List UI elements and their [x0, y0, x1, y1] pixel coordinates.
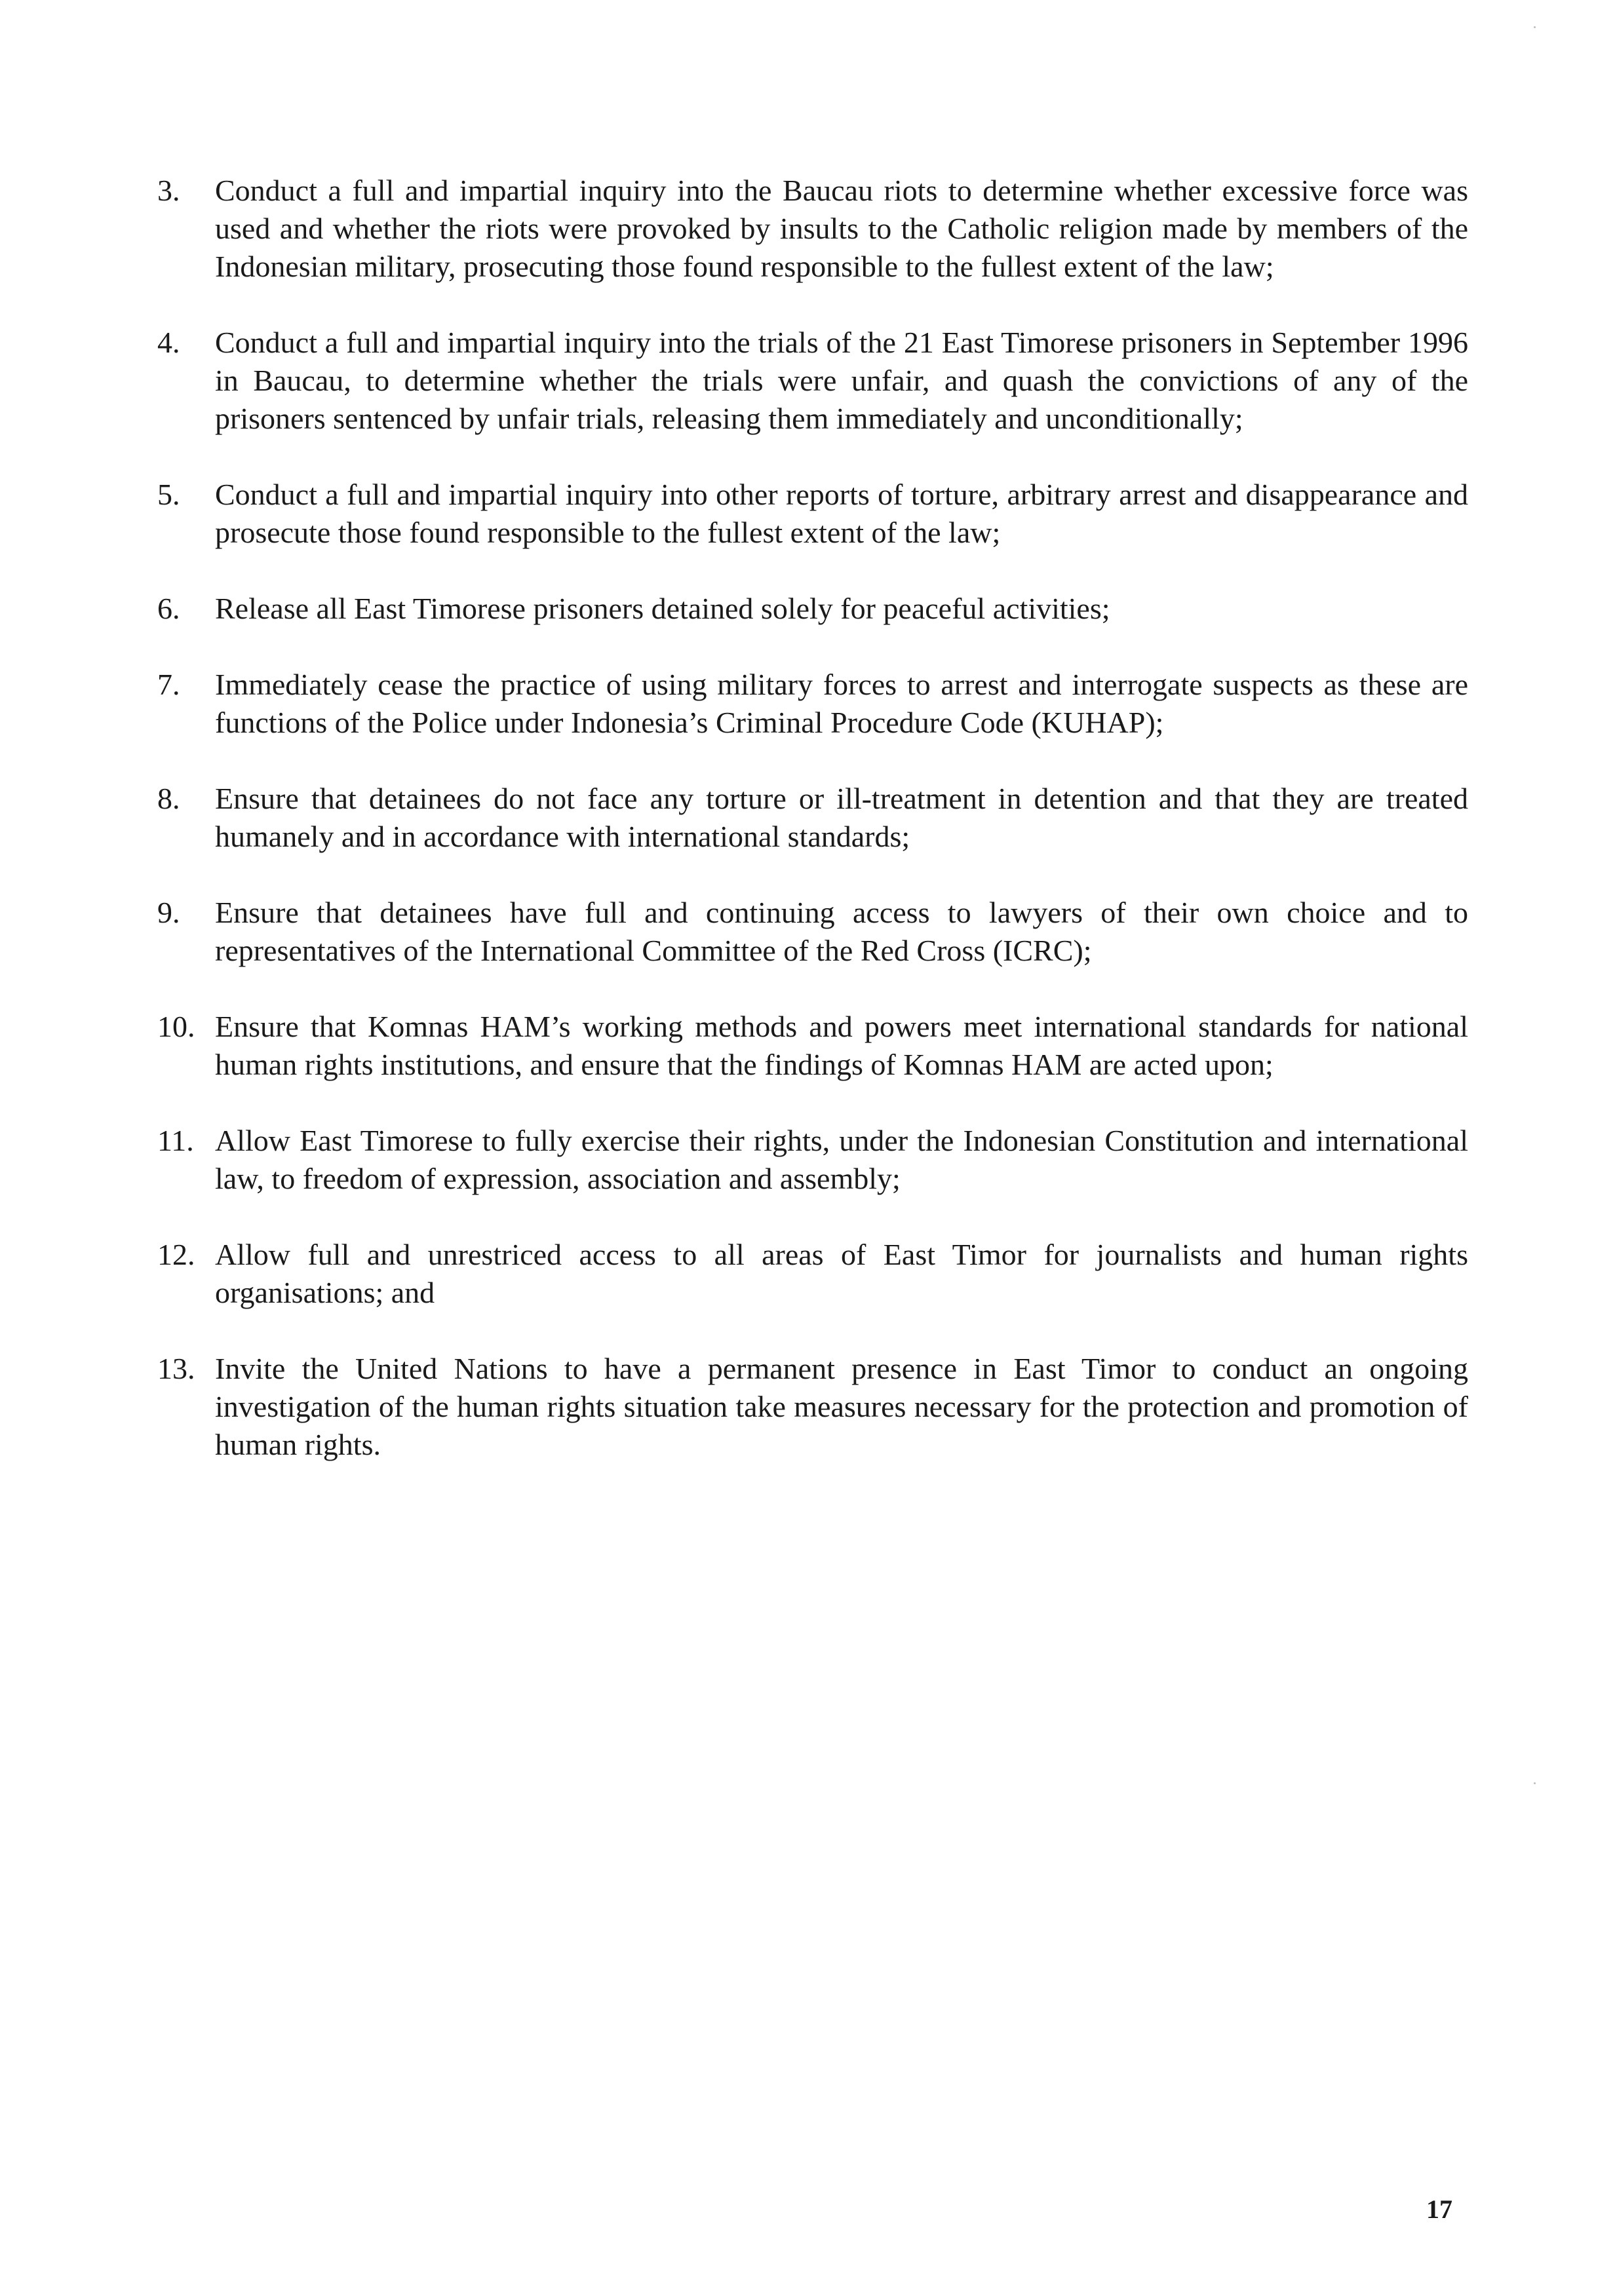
- recommendation-text: Invite the United Nations to have a permanent presence in East Timor to conduct an ongoing investigation of the human rights situation take measures necessary for the protection and promotion of human rights.: [215, 1352, 1468, 1461]
- recommendation-text: Release all East Timorese prisoners detained solely for peaceful activities;: [215, 592, 1110, 625]
- recommendation-text: Conduct a full and impartial inquiry into the Baucau riots to determine whether excessive force was used and whether the riots were provoked by insults to the Catholic religion made by members of the Indonesian military, prosecuting those found responsible to the fullest extent of the law;: [215, 174, 1468, 283]
- scan-speck: [1534, 26, 1536, 28]
- recommendation-text: Ensure that detainees do not face any torture or ill-treatment in detention and that they are treated humanely and in accordance with international standards;: [215, 782, 1468, 853]
- recommendation-number: 6.: [157, 592, 180, 625]
- recommendation-text: Ensure that detainees have full and continuing access to lawyers of their own choice and to representatives of the International Committee of the Red Cross (ICRC);: [215, 896, 1468, 967]
- recommendation-text: Conduct a full and impartial inquiry into other reports of torture, arbitrary arrest and disappearance and prosecute those found responsible to the fullest extent of the law;: [215, 478, 1468, 549]
- recommendation-text: Immediately cease the practice of using military forces to arrest and interrogate suspects as these are functions of the Police under Indonesia’s Criminal Procedure Code (KUHAP);: [215, 668, 1468, 739]
- recommendation-text: Conduct a full and impartial inquiry into the trials of the 21 East Timorese prisoners in September 1996 in Baucau, to determine whether the trials were unfair, and quash the convictions of any of the prisoners sentenced by unfair trials, releasing them immediately and unconditionally;: [215, 326, 1468, 435]
- recommendation-number: 11.: [157, 1124, 194, 1157]
- recommendation-item: [157, 590, 1468, 628]
- recommendation-item: [157, 476, 1468, 552]
- recommendations-list: [157, 172, 1468, 1502]
- recommendation-number: 13.: [157, 1352, 195, 1385]
- recommendation-text: Ensure that Komnas HAM’s working methods and powers meet international standards for national human rights institutions, and ensure that the findings of Komnas HAM are acted upon;: [215, 1010, 1468, 1081]
- recommendation-item: [157, 324, 1468, 438]
- recommendation-number: 3.: [157, 174, 180, 207]
- recommendation-number: 8.: [157, 782, 180, 815]
- recommendation-number: 5.: [157, 478, 180, 511]
- recommendation-text: Allow East Timorese to fully exercise their rights, under the Indonesian Constitution and international law, to freedom of expression, association and assembly;: [215, 1124, 1468, 1195]
- recommendation-number: 10.: [157, 1010, 195, 1043]
- page-number: 17: [1426, 2194, 1452, 2224]
- recommendation-number: 4.: [157, 326, 180, 359]
- recommendation-text: Allow full and unrestriced access to all areas of East Timor for journalists and human rights organisations; and: [215, 1238, 1468, 1309]
- recommendation-item: [157, 1122, 1468, 1198]
- recommendation-number: 7.: [157, 668, 180, 701]
- recommendation-item: [157, 666, 1468, 742]
- recommendation-number: 9.: [157, 896, 180, 929]
- scan-speck: [1534, 1782, 1536, 1784]
- recommendation-item: [157, 1236, 1468, 1312]
- recommendation-item: [157, 1008, 1468, 1084]
- recommendation-item: [157, 1350, 1468, 1464]
- recommendation-number: 12.: [157, 1238, 195, 1271]
- recommendation-item: [157, 894, 1468, 970]
- recommendation-item: [157, 780, 1468, 856]
- recommendation-item: [157, 172, 1468, 286]
